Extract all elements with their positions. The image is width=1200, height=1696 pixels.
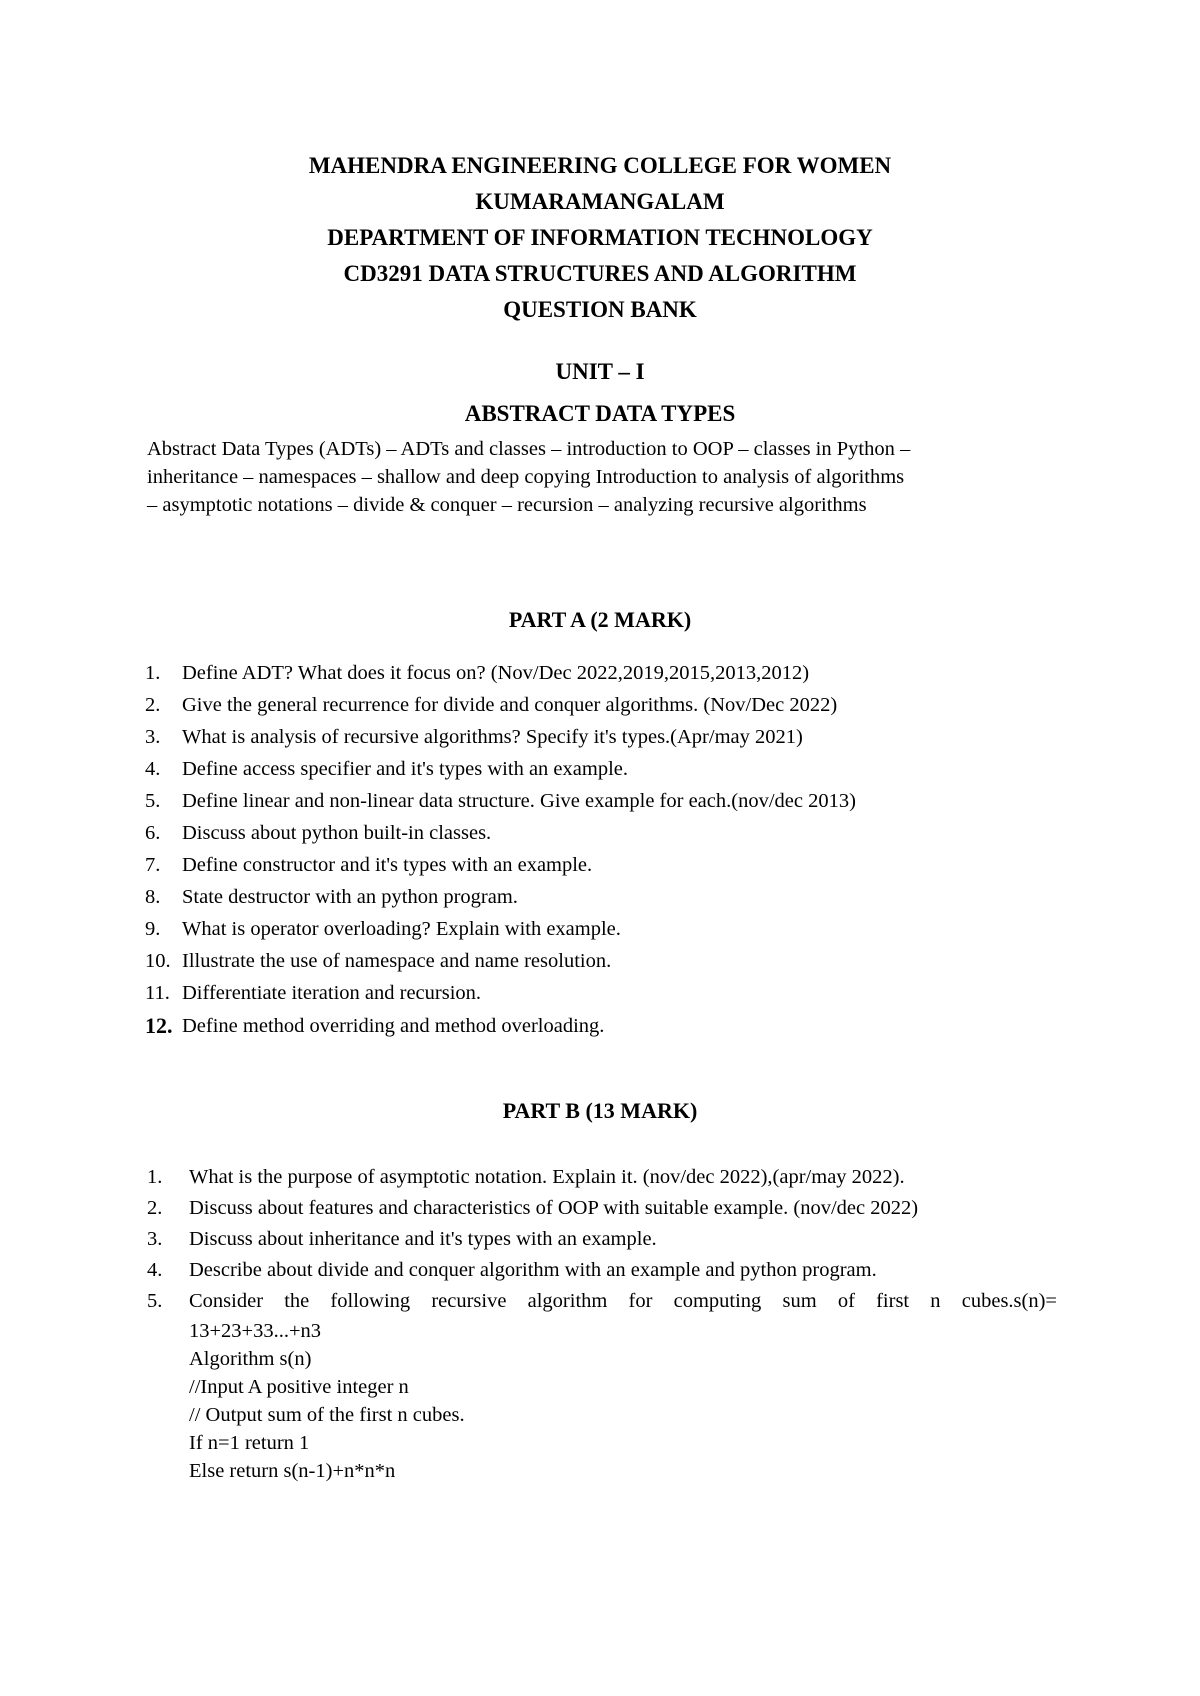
question-item <box>147 1287 1057 1315</box>
syllabus-line: Abstract Data Types (ADTs) – ADTs and classes – introduction to OOP – classes in Python – <box>147 438 911 460</box>
unit-number: UNIT – I <box>555 359 645 384</box>
question-text: Define access specifier and it's types with an example. <box>182 758 628 780</box>
question-number: 9. <box>145 918 161 940</box>
college-name: MAHENDRA ENGINEERING COLLEGE FOR WOMEN <box>308 153 892 178</box>
formula-continuation: 13+23+33...+n3 <box>189 1320 322 1342</box>
question-item <box>147 1194 1057 1222</box>
question-number: 6. <box>145 822 161 844</box>
question-text: Differentiate iteration and recursion. <box>182 982 482 1004</box>
question-number: 11. <box>145 982 170 1004</box>
algorithm-line: // Output sum of the first n cubes. <box>189 1404 465 1426</box>
question-number: 4. <box>145 758 161 780</box>
question-number: 3. <box>145 726 161 748</box>
question-number: 2. <box>145 694 161 716</box>
question-text: Define linear and non-linear data structure. Give example for each.(nov/dec 2013) <box>182 790 856 812</box>
question-number: 5. <box>147 1290 163 1312</box>
question-text: Discuss about python built-in classes. <box>182 822 492 844</box>
question-text: What is the purpose of asymptotic notation. Explain it. (nov/dec 2022),(apr/may 2022). <box>189 1166 905 1188</box>
question-item <box>147 1225 1057 1253</box>
question-item <box>145 819 1045 851</box>
question-number: 8. <box>145 886 161 908</box>
question-item <box>145 947 1045 979</box>
document-header <box>0 148 1200 328</box>
question-number: 12. <box>145 1013 173 1038</box>
algorithm-line: Algorithm s(n) <box>189 1348 312 1370</box>
course-title: CD3291 DATA STRUCTURES AND ALGORITHM <box>343 261 857 286</box>
part-a-question-list <box>145 659 1045 1045</box>
question-item <box>145 723 1045 755</box>
department-name: DEPARTMENT OF INFORMATION TECHNOLOGY <box>327 225 873 250</box>
question-item <box>145 1011 1045 1045</box>
question-number: 3. <box>147 1228 163 1250</box>
question-text: Give the general recurrence for divide and conquer algorithms. (Nov/Dec 2022) <box>182 694 838 716</box>
part-b-question-list <box>147 1163 1057 1318</box>
question-text: What is operator overloading? Explain with example. <box>182 918 621 940</box>
recursive-algorithm <box>189 1317 465 1485</box>
syllabus-line: – asymptotic notations – divide & conquer – recursion – analyzing recursive algorithms <box>147 494 867 516</box>
question-text: Define constructor and it's types with an example. <box>182 854 593 876</box>
question-number: 7. <box>145 854 161 876</box>
part-b-heading: PART B (13 MARK) <box>502 1098 698 1123</box>
question-number: 10. <box>145 950 171 972</box>
question-text: Discuss about features and characteristics of OOP with suitable example. (nov/dec 2022) <box>189 1197 919 1219</box>
question-text: State destructor with an python program. <box>182 886 518 908</box>
question-number: 1. <box>145 662 161 684</box>
college-location: KUMARAMANGALAM <box>475 189 725 214</box>
unit-syllabus <box>147 435 1065 519</box>
part-a-heading: PART A (2 MARK) <box>508 607 692 632</box>
question-number: 2. <box>147 1197 163 1219</box>
question-text: Illustrate the use of namespace and name resolution. <box>182 950 612 972</box>
algorithm-line: If n=1 return 1 <box>189 1432 310 1454</box>
question-item <box>147 1256 1057 1284</box>
question-item <box>145 787 1045 819</box>
question-text: What is analysis of recursive algorithms? Specify it's types.(Apr/may 2021) <box>182 726 803 748</box>
question-item <box>145 659 1045 691</box>
question-text: Define ADT? What does it focus on? (Nov/Dec 2022,2019,2015,2013,2012) <box>182 662 810 684</box>
question-item <box>145 691 1045 723</box>
question-item <box>145 883 1045 915</box>
question-number: 4. <box>147 1259 163 1281</box>
question-text: Define method overriding and method overloading. <box>182 1015 605 1037</box>
question-number: 5. <box>145 790 161 812</box>
question-text: Discuss about inheritance and it's types with an example. <box>189 1228 657 1250</box>
unit-title: ABSTRACT DATA TYPES <box>464 401 736 426</box>
syllabus-line: inheritance – namespaces – shallow and deep copying Introduction to analysis of algorithms <box>147 466 905 488</box>
question-item <box>145 979 1045 1011</box>
question-text: Describe about divide and conquer algorithm with an example and python program. <box>189 1259 877 1281</box>
question-item <box>145 851 1045 883</box>
question-number: 1. <box>147 1166 163 1188</box>
algorithm-line: Else return s(n-1)+n*n*n <box>189 1460 396 1482</box>
question-item <box>145 915 1045 947</box>
document-type: QUESTION BANK <box>503 297 697 322</box>
question-text: Consider the following recursive algorithm for computing sum of first n cubes.s(n)= <box>189 1290 1057 1312</box>
question-item <box>147 1163 1057 1191</box>
algorithm-line: //Input A positive integer n <box>189 1376 409 1398</box>
question-item <box>145 755 1045 787</box>
